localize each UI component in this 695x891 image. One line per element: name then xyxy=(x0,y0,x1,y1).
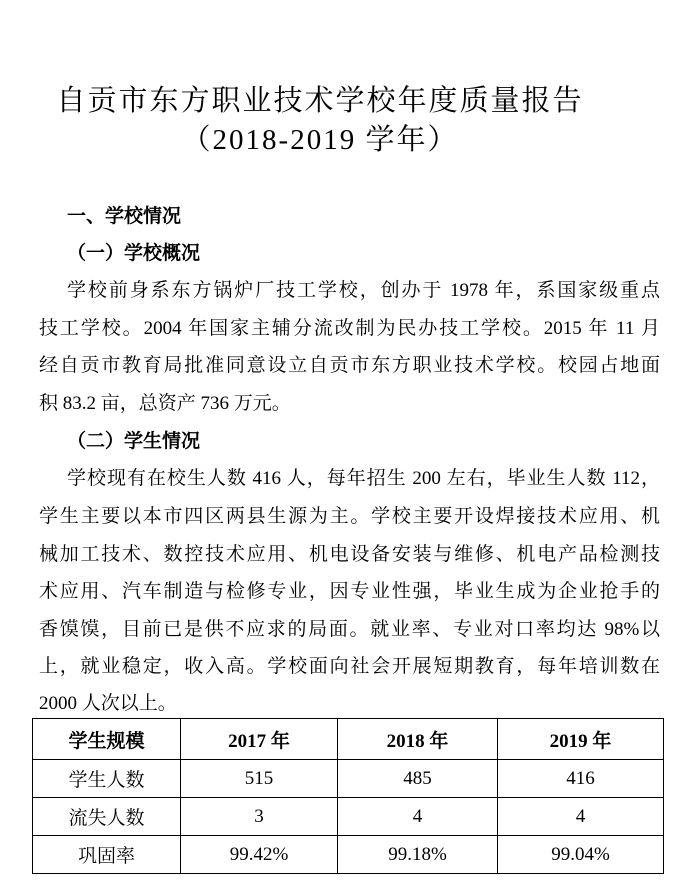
subsection-heading: （二）学生情况 xyxy=(67,431,201,452)
header-cell: 学生规模 xyxy=(33,719,181,760)
subsection-heading: （一）学校概况 xyxy=(67,243,201,264)
text-line: 学校前身系东方锅炉厂技工学校，创办于 1978 年，系国家级重点 xyxy=(67,280,660,301)
table-cell: 4 xyxy=(498,798,664,836)
table-cell: 3 xyxy=(181,798,338,836)
table-row xyxy=(33,760,664,798)
table-cell: 4 xyxy=(338,798,498,836)
text-line: 上，就业稳定，收入高。学校面向社会开展短期教育，每年培训数在 xyxy=(39,656,660,677)
report-title: 自贡市东方职业技术学校年度质量报告 xyxy=(56,85,584,117)
table-cell: 99.18% xyxy=(338,836,498,874)
text-line: 积 83.2 亩，总资产 736 万元。 xyxy=(39,393,291,414)
table-cell: 流失人数 xyxy=(33,798,181,836)
text-line: 香馍馍，目前已是供不应求的局面。就业率、专业对口率均达 98%以 xyxy=(39,619,660,640)
text-line: 经自贡市教育局批准同意设立自贡市东方职业技术学校。校园占地面 xyxy=(39,355,660,376)
text-line: 械加工技术、数控技术应用、机电设备安装与维修、机电产品检测技 xyxy=(39,544,660,565)
report-subtitle: （2018-2019 学年） xyxy=(181,124,459,156)
table-cell: 416 xyxy=(498,760,664,798)
table-cell: 99.42% xyxy=(181,836,338,874)
table-cell: 巩固率 xyxy=(33,836,181,874)
text-line: 学校现有在校生人数 416 人，每年招生 200 左右，毕业生人数 112， xyxy=(67,468,660,489)
table-cell: 99.04% xyxy=(498,836,664,874)
text-line: 术应用、汽车制造与检修专业，因专业性强，毕业生成为企业抢手的 xyxy=(39,581,660,602)
header-cell: 2018 年 xyxy=(338,719,498,760)
table-cell: 485 xyxy=(338,760,498,798)
header-cell: 2017 年 xyxy=(181,719,338,760)
header-cell: 2019 年 xyxy=(498,719,664,760)
text-line: 技工学校。2004 年国家主辅分流改制为民办技工学校。2015 年 11 月 xyxy=(39,318,660,339)
section-heading: 一、学校情况 xyxy=(67,206,182,227)
table-row xyxy=(33,798,664,836)
table-row xyxy=(33,836,664,874)
student-scale-table xyxy=(32,718,664,874)
table-header-row xyxy=(33,719,664,760)
text-line: 2000 人次以上。 xyxy=(39,693,177,714)
table-cell: 515 xyxy=(181,760,338,798)
text-line: 学生主要以本市四区两县生源为主。学校主要开设焊接技术应用、机 xyxy=(39,506,660,527)
table-cell: 学生人数 xyxy=(33,760,181,798)
